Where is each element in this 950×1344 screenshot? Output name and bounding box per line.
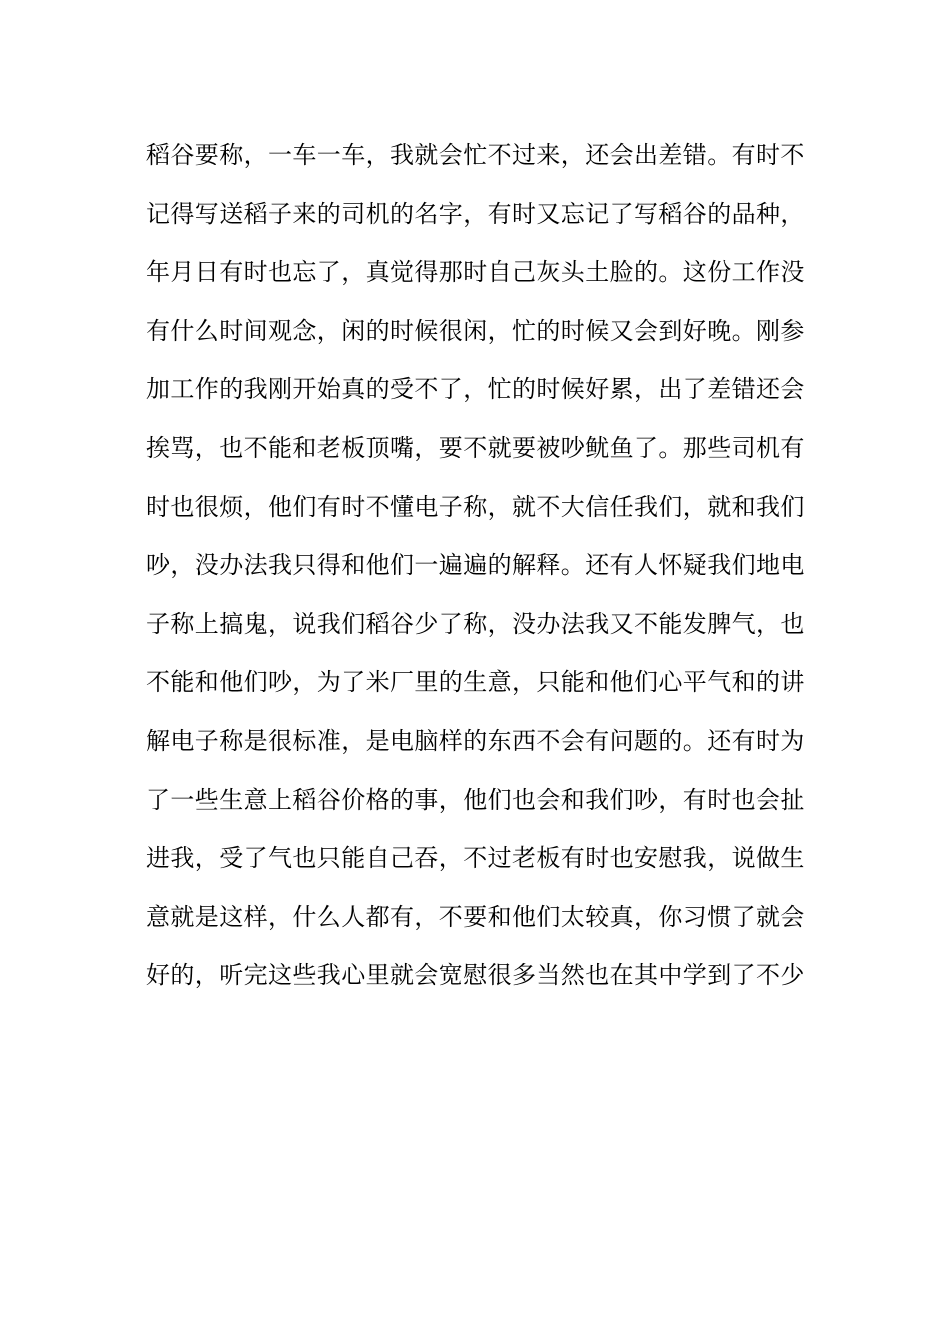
text-line: 挨骂，也不能和老板顶嘴，要不就要被吵鱿鱼了。那些司机有: [146, 433, 805, 462]
text-line: 好的，听完这些我心里就会宽慰很多当然也在其中学到了不少: [146, 961, 805, 990]
text-line: 记得写送稻子来的司机的名字，有时又忘记了写稻谷的品种，: [146, 199, 805, 228]
text-line: 意就是这样，什么人都有，不要和他们太较真，你习惯了就会: [146, 902, 805, 931]
text-line: 年月日有时也忘了，真觉得那时自己灰头土脸的。这份工作没: [146, 258, 805, 287]
text-line: 解电子称是很标准，是电脑样的东西不会有问题的。还有时为: [146, 726, 805, 755]
text-line: 吵，没办法我只得和他们一遍遍的解释。还有人怀疑我们地电: [146, 551, 805, 580]
text-line: 不能和他们吵，为了米厂里的生意，只能和他们心平气和的讲: [146, 668, 805, 697]
text-line: 稻谷要称，一车一车，我就会忙不过来，还会出差错。有时不: [146, 141, 805, 169]
text-line: 进我，受了气也只能自己吞，不过老板有时也安慰我，说做生: [146, 844, 805, 873]
text-line: 了一些生意上稻谷价格的事，他们也会和我们吵，有时也会扯: [146, 785, 805, 814]
body-text: [146, 129, 816, 1008]
text-line: 有什么时间观念，闲的时候很闲，忙的时候又会到好晚。刚参: [146, 316, 805, 345]
text-line: 子称上搞鬼，说我们稻谷少了称，没办法我又不能发脾气，也: [146, 609, 805, 638]
text-line: 时也很烦，他们有时不懂电子称，就不大信任我们，就和我们: [146, 492, 805, 521]
text-line: 加工作的我刚开始真的受不了，忙的时候好累，出了差错还会: [146, 375, 805, 404]
